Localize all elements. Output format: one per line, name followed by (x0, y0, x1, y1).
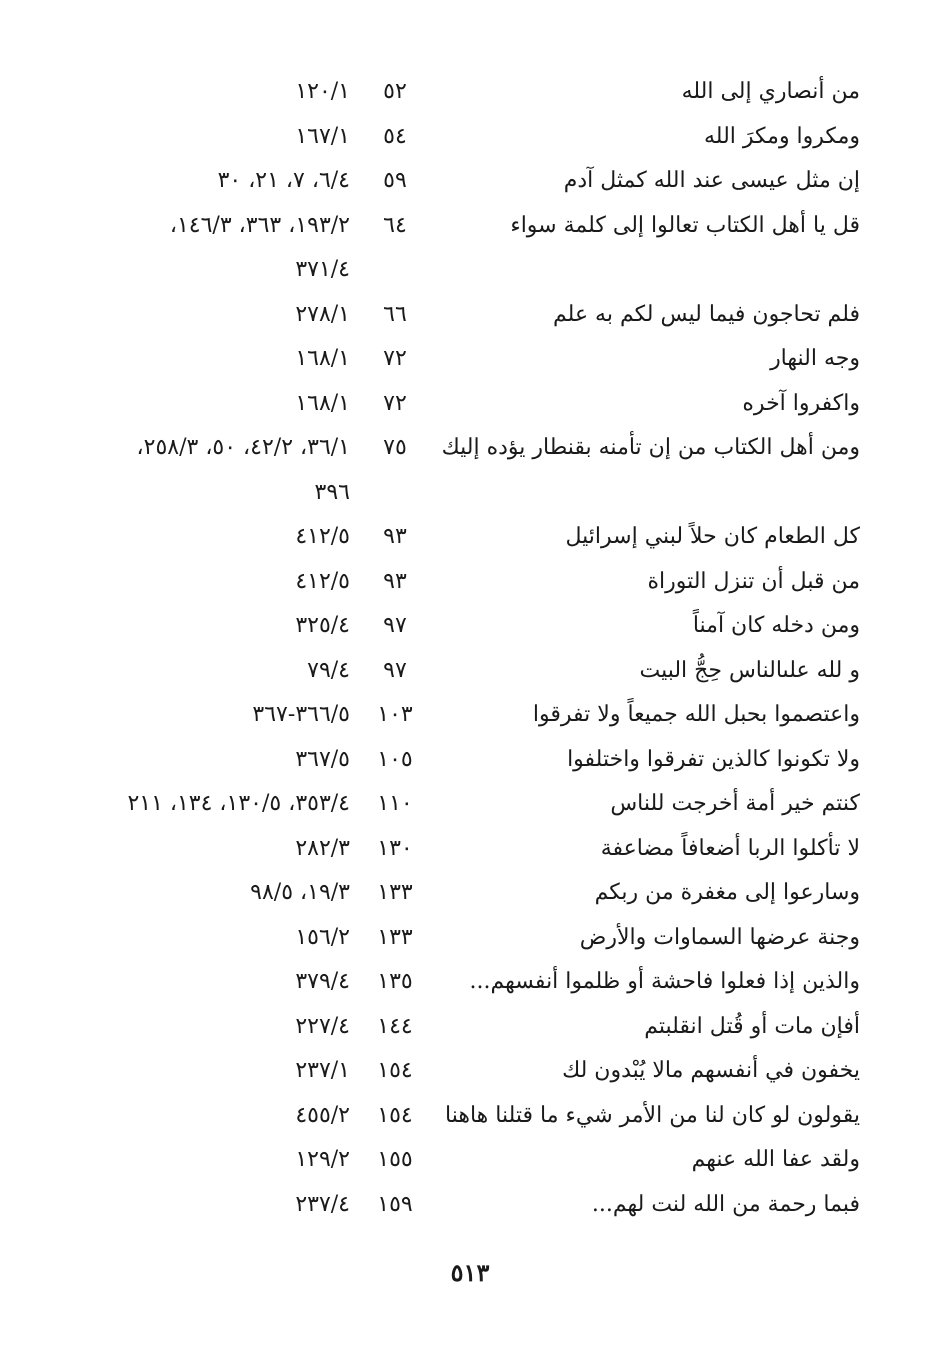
verse-phrase: واكفروا آخره (742, 390, 860, 416)
reference-line: ١٩/٣، ٩٨/٥ (250, 880, 350, 905)
page-references (70, 649, 350, 694)
verse-phrase: كنتم خير أمة أخرجت للناس (610, 791, 860, 816)
page-references (70, 738, 350, 783)
reference-line: ٣٦٦/٥-٣٦٧ (252, 702, 350, 727)
index-row (0, 1005, 940, 1050)
verse-number: ١٥٩ (377, 1191, 413, 1217)
reference-line: ٤٥٥/٢ (295, 1102, 350, 1128)
reference-line: ٤١٢/٥ (295, 524, 350, 549)
reference-line: ١٥٦/٢ (295, 924, 350, 950)
verse-number: ٩٧ (383, 657, 407, 683)
verse-number: ١٣٣ (377, 880, 413, 905)
reference-line: ٣٢٥/٤ (295, 613, 350, 638)
verse-phrase: وجنة عرضها السماوات والأرض (579, 924, 860, 950)
index-row (0, 426, 940, 515)
verse-number: ١٥٤ (377, 1102, 413, 1128)
reference-line: ٢٣٧/٤ (295, 1191, 350, 1217)
reference-line: ١٦٨/١ (295, 390, 350, 416)
reference-line: ١٢٩/٢ (295, 1147, 350, 1172)
index-row (0, 204, 940, 293)
verse-phrase: من أنصاري إلى الله (681, 79, 860, 104)
index-row (0, 693, 940, 738)
verse-phrase: أفإن مات أو قُتل انقلبتم (644, 1013, 860, 1039)
page-references (70, 1138, 350, 1183)
verse-number: ١٣٣ (377, 924, 413, 950)
page-references (70, 1005, 350, 1050)
page-references (70, 293, 350, 338)
verse-number: ٥٤ (383, 123, 407, 149)
verse-number: ٥٢ (383, 79, 407, 104)
verse-number: ٩٣ (383, 524, 407, 549)
verse-phrase: يخفون في أنفسهم مالا يُبْدون لك (562, 1058, 860, 1083)
index-row (0, 382, 940, 427)
page-references (70, 871, 350, 916)
verse-number: ١٥٥ (377, 1147, 413, 1172)
verse-phrase: إن مثل عيسى عند الله كمثل آدم (563, 168, 860, 193)
page-references (70, 1183, 350, 1228)
index-row (0, 871, 940, 916)
page-references (70, 604, 350, 649)
index-row (0, 916, 940, 961)
verse-number: ٥٩ (383, 168, 407, 193)
verse-phrase: لا تأكلوا الربا أضعافاً مضاعفة (600, 835, 860, 861)
reference-line: ٣٧٩/٤ (295, 969, 350, 994)
reference-line: ٢٧٨/١ (295, 301, 350, 327)
reference-line: ٦/٤، ٧، ٢١، ٣٠ (217, 168, 350, 193)
verse-phrase: ومكروا ومكرَ الله (703, 123, 860, 149)
page-references (70, 515, 350, 560)
reference-line: ٣٥٣/٤، ١٣٠/٥، ١٣٤، ٢١١ (127, 791, 350, 816)
page-references (70, 916, 350, 961)
verse-number: ١٣٥ (377, 969, 413, 994)
reference-line: ٢٨٢/٣ (295, 835, 350, 861)
verse-number: ١٠٥ (377, 746, 413, 772)
index-row (0, 738, 940, 783)
reference-line: ٣٧١/٤ (295, 257, 350, 282)
verse-number: ١٥٤ (377, 1058, 413, 1083)
verse-phrase: ولا تكونوا كالذين تفرقوا واختلفوا (567, 746, 860, 772)
verse-number: ١٣٠ (377, 835, 413, 861)
page-references (70, 960, 350, 1005)
page-references (70, 204, 350, 293)
index-row (0, 70, 940, 115)
verse-phrase: قل يا أهل الكتاب تعالوا إلى كلمة سواء (510, 212, 860, 238)
page-references (70, 115, 350, 160)
reference-line: ٢٢٧/٤ (295, 1013, 350, 1039)
verse-phrase: ولقد عفا الله عنهم (691, 1147, 860, 1172)
index-row (0, 649, 940, 694)
index-row (0, 515, 940, 560)
index-row (0, 827, 940, 872)
page-references (70, 1094, 350, 1139)
page-references (70, 560, 350, 605)
verse-phrase: وجه النهار (770, 346, 860, 371)
verse-number: ٦٦ (383, 301, 407, 327)
verse-number: ٧٢ (383, 390, 407, 416)
index-row (0, 1183, 940, 1228)
index-row (0, 560, 940, 605)
reference-line: ١٢٠/١ (295, 79, 350, 104)
verse-phrase: فلم تحاجون فيما ليس لكم به علم (553, 301, 860, 327)
index-row (0, 159, 940, 204)
index-row (0, 115, 940, 160)
reference-line: ٣٩٦ (314, 479, 350, 505)
reference-line: ١٦٨/١ (295, 346, 350, 371)
verse-phrase: و لله علىالناس حِجُّ البيت (639, 657, 860, 683)
reference-line: ٣٦/١، ٤٢/٢، ٥٠، ٢٥٨/٣، (136, 435, 350, 460)
verse-index-list (0, 70, 940, 1227)
index-row (0, 604, 940, 649)
verse-phrase: ومن أهل الكتاب من إن تأمنه بقنطار يؤده إليك (441, 435, 860, 460)
page-references (70, 1049, 350, 1094)
index-row (0, 293, 940, 338)
index-row (0, 1138, 940, 1183)
page-references (70, 159, 350, 204)
page-references (70, 70, 350, 115)
verse-number: ٧٢ (383, 346, 407, 371)
page-references (70, 693, 350, 738)
verse-phrase: واعتصموا بحبل الله جميعاً ولا تفرقوا (532, 702, 860, 727)
verse-number: ٩٧ (383, 613, 407, 638)
verse-phrase: يقولون لو كان لنا من الأمر شيء ما قتلنا هاهنا (445, 1102, 860, 1128)
verse-phrase: كل الطعام كان حلاً لبني إسرائيل (565, 524, 860, 549)
index-row (0, 1094, 940, 1139)
page-number: ٥١٣ (450, 1258, 490, 1287)
page-references (70, 382, 350, 427)
index-row (0, 960, 940, 1005)
verse-phrase: من قبل أن تنزل التوراة (647, 568, 860, 594)
verse-phrase: وسارعوا إلى مغفرة من ربكم (594, 880, 860, 905)
verse-number: ٦٤ (383, 212, 407, 238)
page-references (70, 337, 350, 382)
index-row (0, 337, 940, 382)
reference-line: ١٩٣/٢، ٣٦٣، ١٤٦/٣، (169, 212, 350, 238)
verse-number: ١٠٣ (377, 702, 413, 727)
reference-line: ٢٣٧/١ (295, 1058, 350, 1083)
reference-line: ١٦٧/١ (295, 123, 350, 149)
index-row (0, 782, 940, 827)
reference-line: ٤١٢/٥ (295, 568, 350, 594)
verse-phrase: فبما رحمة من الله لنت لهم... (591, 1191, 860, 1217)
verse-number: ٧٥ (383, 435, 407, 460)
verse-number: ١١٠ (377, 791, 413, 816)
verse-phrase: والذين إذا فعلوا فاحشة أو ظلموا أنفسهم... (469, 969, 860, 994)
reference-line: ٧٩/٤ (307, 657, 350, 683)
page-references (70, 827, 350, 872)
index-row (0, 1049, 940, 1094)
verse-number: ٩٣ (383, 568, 407, 594)
verse-number: ١٤٤ (377, 1013, 413, 1039)
verse-phrase: ومن دخله كان آمناً (692, 613, 860, 638)
page-references (70, 426, 350, 515)
reference-line: ٣٦٧/٥ (295, 746, 350, 772)
page-references (70, 782, 350, 827)
